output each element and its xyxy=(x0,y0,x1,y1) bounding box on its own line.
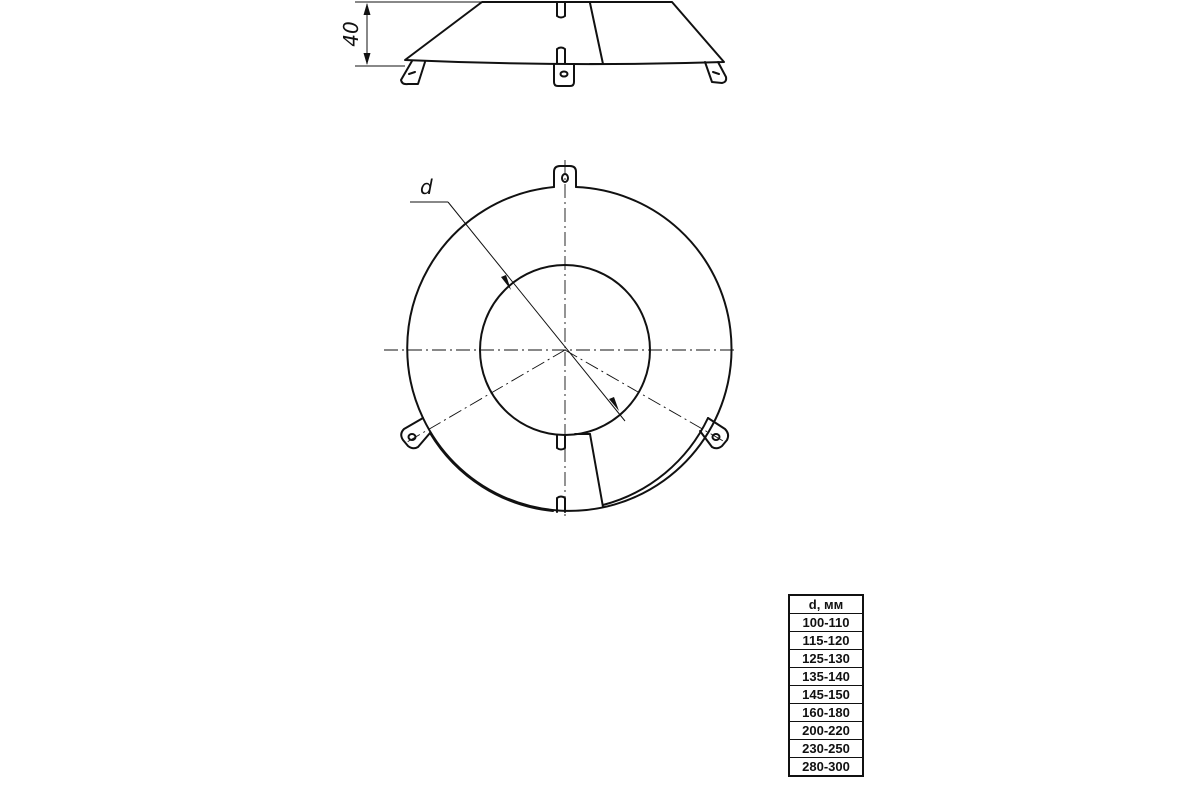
size-table-row: 135-140 xyxy=(789,668,863,686)
center-line-left-tab xyxy=(407,350,565,442)
size-table-header: d, мм xyxy=(789,595,863,614)
inner-tab-upper xyxy=(557,435,565,450)
center-line-right-tab xyxy=(565,350,725,442)
outer-ring-edge-left-top xyxy=(407,187,554,418)
seam-line xyxy=(590,434,603,507)
outer-ring-edge-right xyxy=(603,418,708,505)
diameter-dimension-line xyxy=(448,202,625,421)
size-table-row: 160-180 xyxy=(789,704,863,722)
side-view-left-tab-hole xyxy=(409,72,415,74)
right-tab xyxy=(700,418,728,448)
diameter-label: d xyxy=(420,175,433,199)
size-table-row: 230-250 xyxy=(789,740,863,758)
left-tab-hole xyxy=(409,434,416,440)
side-view-inner-tab xyxy=(557,48,565,64)
size-table-row: 200-220 xyxy=(789,722,863,740)
side-view-bottom-tab-hole xyxy=(561,72,568,77)
size-table-row: 280-300 xyxy=(789,758,863,777)
size-table-row: 100-110 xyxy=(789,614,863,632)
outer-ring-edge-bottom xyxy=(430,433,553,511)
outer-ring-edge xyxy=(423,187,732,511)
side-view-bottom-tab xyxy=(554,64,574,86)
side-view-seam xyxy=(590,3,603,64)
side-view xyxy=(339,2,726,86)
size-table-row: 125-130 xyxy=(789,650,863,668)
size-table-row: 145-150 xyxy=(789,686,863,704)
size-table-row: 115-120 xyxy=(789,632,863,650)
side-view-top-tab xyxy=(557,2,565,18)
top-view xyxy=(384,160,735,520)
dim-arrow-bottom xyxy=(364,53,371,65)
side-view-right-tab-hole xyxy=(713,72,719,74)
diameter-size-table xyxy=(788,594,864,777)
diameter-arrow-lower xyxy=(609,397,619,411)
height-dimension-label: 40 xyxy=(339,21,363,47)
dim-arrow-top xyxy=(364,3,371,15)
